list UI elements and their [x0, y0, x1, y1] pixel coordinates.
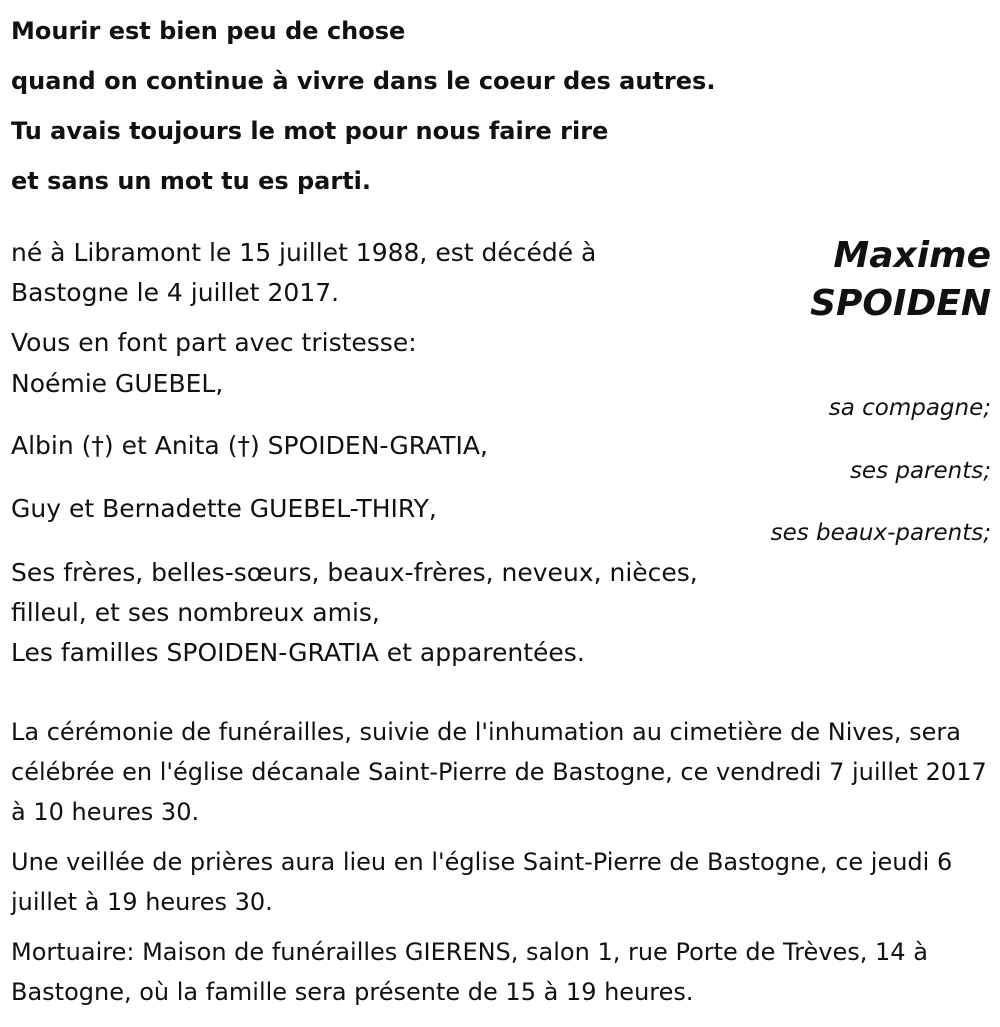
poem-line: Tu avais toujours le mot pour nous faire rire: [11, 117, 609, 145]
family-name-in-laws: Guy et Bernadette GUEBEL-THIRY,: [11, 494, 437, 523]
announcement-intro: Vous en font part avec tristesse:: [11, 328, 417, 357]
family-relation-partner: sa compagne;: [828, 395, 991, 421]
birth-line: né à Libramont le 15 juillet 1988, est décédé à: [11, 238, 597, 267]
others-line: filleul, et ses nombreux amis,: [11, 598, 380, 627]
first-name: Maxime: [833, 235, 991, 276]
birth-line: Bastogne le 4 juillet 2017.: [11, 278, 340, 307]
ceremony-text: La cérémonie de funérailles, suivie de l'inhumation au cimetière de Nives, sera célébrée en l'église décanale Saint-Pierre de Bastogne, ce vendredi 7 juillet 2017 à 10 heures 30.: [11, 718, 987, 826]
poem: [11, 6, 971, 206]
deceased-name: [810, 232, 991, 328]
last-name: SPOIDEN: [810, 283, 991, 324]
others-line: Ses frères, belles-sœurs, beaux-frères, neveux, nièces,: [11, 558, 698, 587]
family-relation-parents: ses parents;: [849, 458, 991, 484]
poem-line: et sans un mot tu es parti.: [11, 167, 372, 195]
family-name-parents: Albin (†) et Anita (†) SPOIDEN-GRATIA,: [11, 431, 488, 460]
vigil-paragraph: [11, 842, 996, 922]
mortuary-text: Mortuaire: Maison de funérailles GIERENS, salon 1, rue Porte de Trèves, 14 à Bastogne, où la famille sera présente de 15 à 19 heures.: [11, 938, 928, 1006]
family-name-partner: Noémie GUEBEL,: [11, 369, 224, 398]
family-relation-in-laws: ses beaux-parents;: [770, 520, 991, 546]
poem-line: Mourir est bien peu de chose: [11, 17, 406, 45]
vigil-text: Une veillée de prières aura lieu en l'église Saint-Pierre de Bastogne, ce jeudi 6 juillet à 19 heures 30.: [11, 848, 953, 916]
others-line: Les familles SPOIDEN-GRATIA et apparentées.: [11, 638, 585, 667]
mortuary-paragraph: [11, 932, 996, 1012]
ceremony-paragraph: [11, 712, 996, 832]
poem-line: quand on continue à vivre dans le coeur des autres.: [11, 67, 716, 95]
